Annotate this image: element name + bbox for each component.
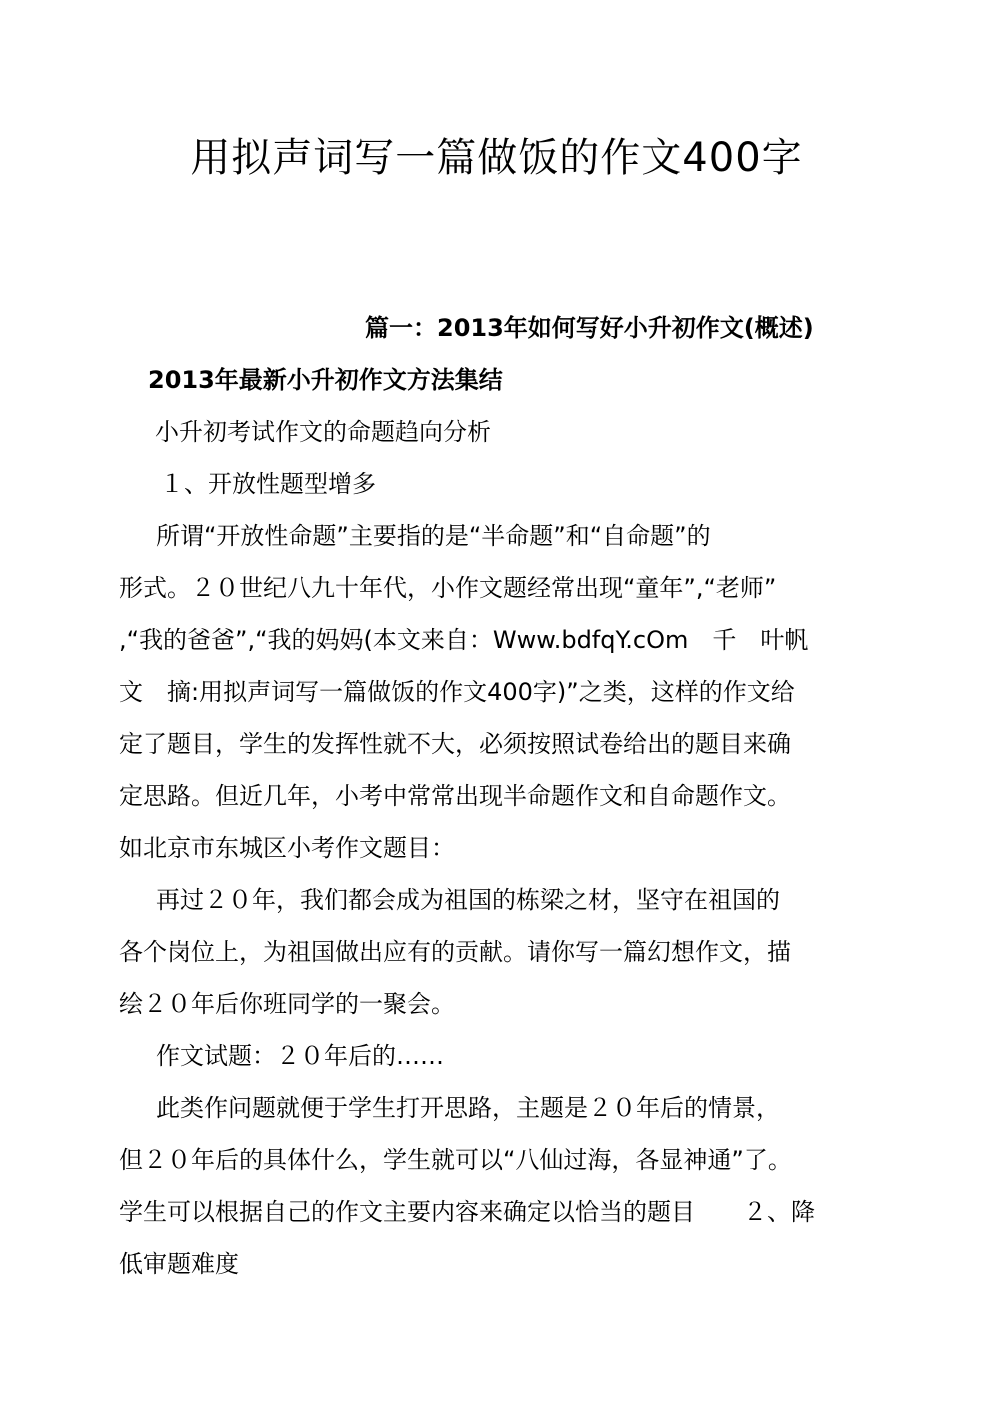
paragraph-line: 再过２０年，我们都会成为祖国的栋梁之材，坚守在祖国的	[156, 886, 780, 914]
paragraph-line: 此类作问题就便于学生打开思路，主题是２０年后的情景，	[156, 1094, 780, 1122]
paragraph-line: 学生可以根据自己的作文主要内容来确定以恰当的题目 ２、降	[119, 1198, 815, 1226]
section-heading: 篇一：2013年如何写好小升初作文(概述)	[365, 314, 814, 342]
paragraph-line: 定思路。但近几年，小考中常常出现半命题作文和自命题作文。	[119, 782, 791, 810]
paragraph-line: ,“我的爸爸”,“我的妈妈(本文来自：Www.bdfqY.cOm 千 叶帆	[119, 626, 809, 654]
paragraph-line: 各个岗位上，为祖国做出应有的贡献。请你写一篇幻想作文，描	[119, 938, 791, 966]
paragraph-line: 定了题目，学生的发挥性就不大，必须按照试卷给出的题目来确	[119, 730, 791, 758]
paragraph-line: 文 摘:用拟声词写一篇做饭的作文400字)”之类，这样的作文给	[119, 678, 795, 706]
document-title: 用拟声词写一篇做饭的作文400字	[190, 135, 803, 181]
paragraph-line: 形式。２０世纪八九十年代，小作文题经常出现“童年”,“老师”	[119, 574, 777, 602]
paragraph-line: １、开放性题型增多	[160, 470, 376, 498]
paragraph-line: 作文试题：２０年后的……	[156, 1042, 444, 1070]
subheading: 2013年最新小升初作文方法集结	[148, 366, 503, 394]
paragraph-line: 低审题难度	[119, 1250, 239, 1278]
paragraph-line: 绘２０年后你班同学的一聚会。	[119, 990, 455, 1018]
paragraph-line: 但２０年后的具体什么，学生就可以“八仙过海，各显神通”了。	[119, 1146, 792, 1174]
paragraph-line: 所谓“开放性命题”主要指的是“半命题”和“自命题”的	[156, 522, 711, 550]
paragraph-line: 小升初考试作文的命题趋向分析	[155, 418, 491, 446]
paragraph-line: 如北京市东城区小考作文题目：	[119, 834, 455, 862]
